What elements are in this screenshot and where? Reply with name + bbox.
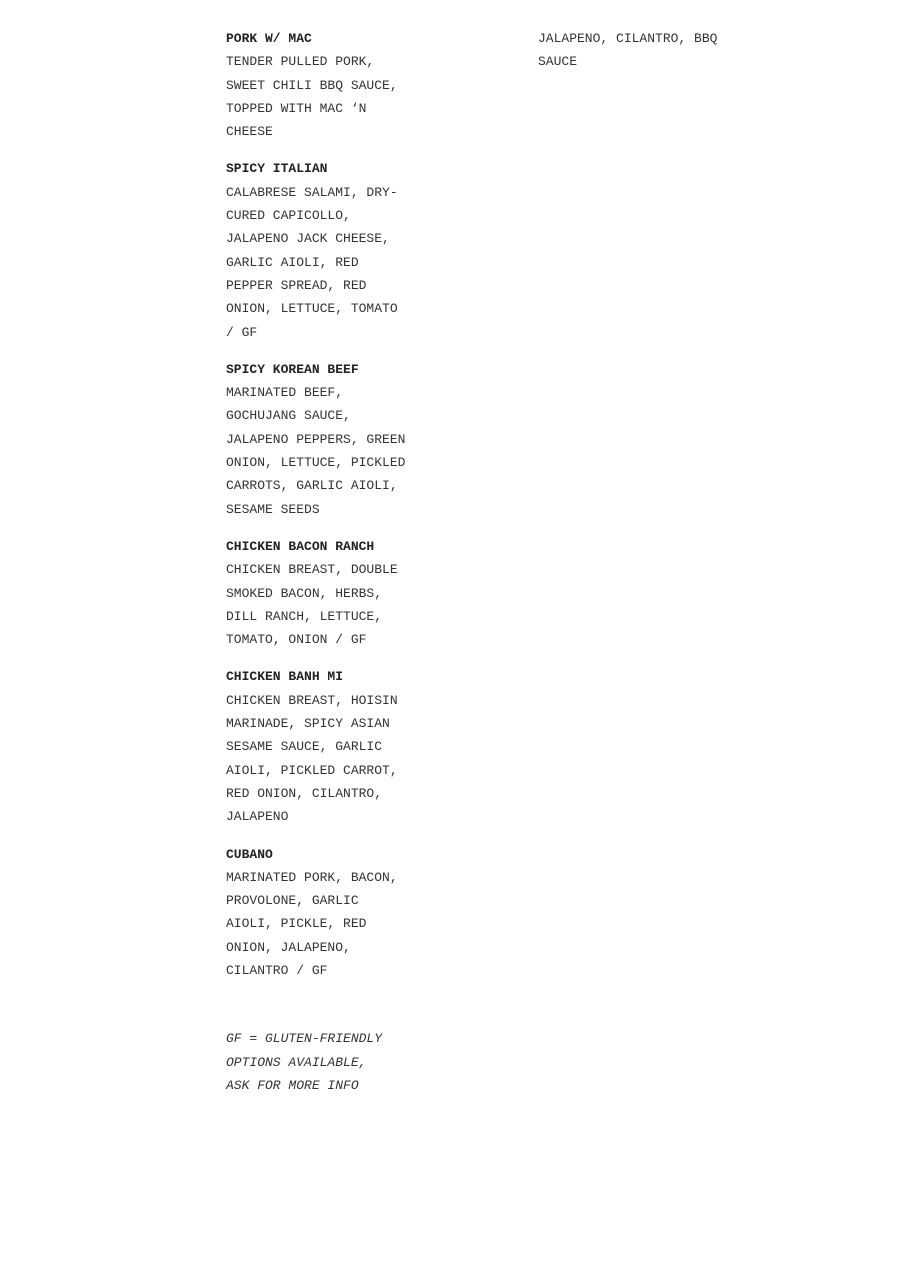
menu-column-left bbox=[226, 27, 441, 1097]
menu-item-description: CHICKEN BREAST, HOISIN MARINADE, SPICY ASIAN SESAME SAUCE, GARLIC AIOLI, PICKLED CARROT, RED ONION, CILANTRO, JALAPENO bbox=[226, 692, 398, 825]
menu-item-description: CALABRESE SALAMI, DRY- CURED CAPICOLLO, JALAPENO JACK CHEESE, GARLIC AIOLI, RED PEPPER SPREAD, RED ONION, LETTUCE, TOMATO / GF bbox=[226, 184, 398, 340]
menu-item-name: CUBANO bbox=[226, 846, 273, 862]
gluten-friendly-note: GF = GLUTEN-FRIENDLY OPTIONS AVAILABLE, ASK FOR MORE INFO bbox=[226, 1031, 383, 1093]
menu-item-name: PORK W/ MAC bbox=[226, 31, 312, 46]
menu-item-description: TENDER PULLED PORK, SWEET CHILI BBQ SAUCE, TOPPED WITH MAC ‘N CHEESE bbox=[226, 54, 398, 140]
menu-item-spicy-italian bbox=[226, 157, 441, 343]
menu-item-chicken-banh-mi bbox=[226, 665, 441, 828]
menu-item-cubano bbox=[226, 843, 441, 983]
menu-item-name: SPICY ITALIAN bbox=[226, 161, 328, 177]
menu-item-name: SPICY KOREAN BEEF bbox=[226, 361, 359, 377]
menu-item-description: MARINATED PORK, BACON, PROVOLONE, GARLIC AIOLI, PICKLE, RED ONION, JALAPENO, CILANTRO / GF bbox=[226, 869, 398, 978]
menu-column-right bbox=[538, 27, 753, 74]
menu-item-chicken-bacon-ranch bbox=[226, 535, 441, 651]
menu-item-spicy-korean-beef bbox=[226, 358, 441, 521]
menu-item-description: CHICKEN BREAST, DOUBLE SMOKED BACON, HERBS, DILL RANCH, LETTUCE, TOMATO, ONION / GF bbox=[226, 562, 398, 648]
menu-item-name: CHICKEN BACON RANCH bbox=[226, 538, 375, 554]
menu-item-name: CHICKEN BANH MI bbox=[226, 669, 344, 685]
menu-item-description: MARINATED BEEF, GOCHUJANG SAUCE, JALAPENO PEPPERS, GREEN ONION, LETTUCE, PICKLED CARROTS, GARLIC AIOLI, SESAME SEEDS bbox=[226, 385, 406, 517]
menu-item-pork-w-mac bbox=[226, 27, 441, 143]
menu-item-description-continuation: JALAPENO, CILANTRO, BBQ SAUCE bbox=[538, 31, 718, 70]
